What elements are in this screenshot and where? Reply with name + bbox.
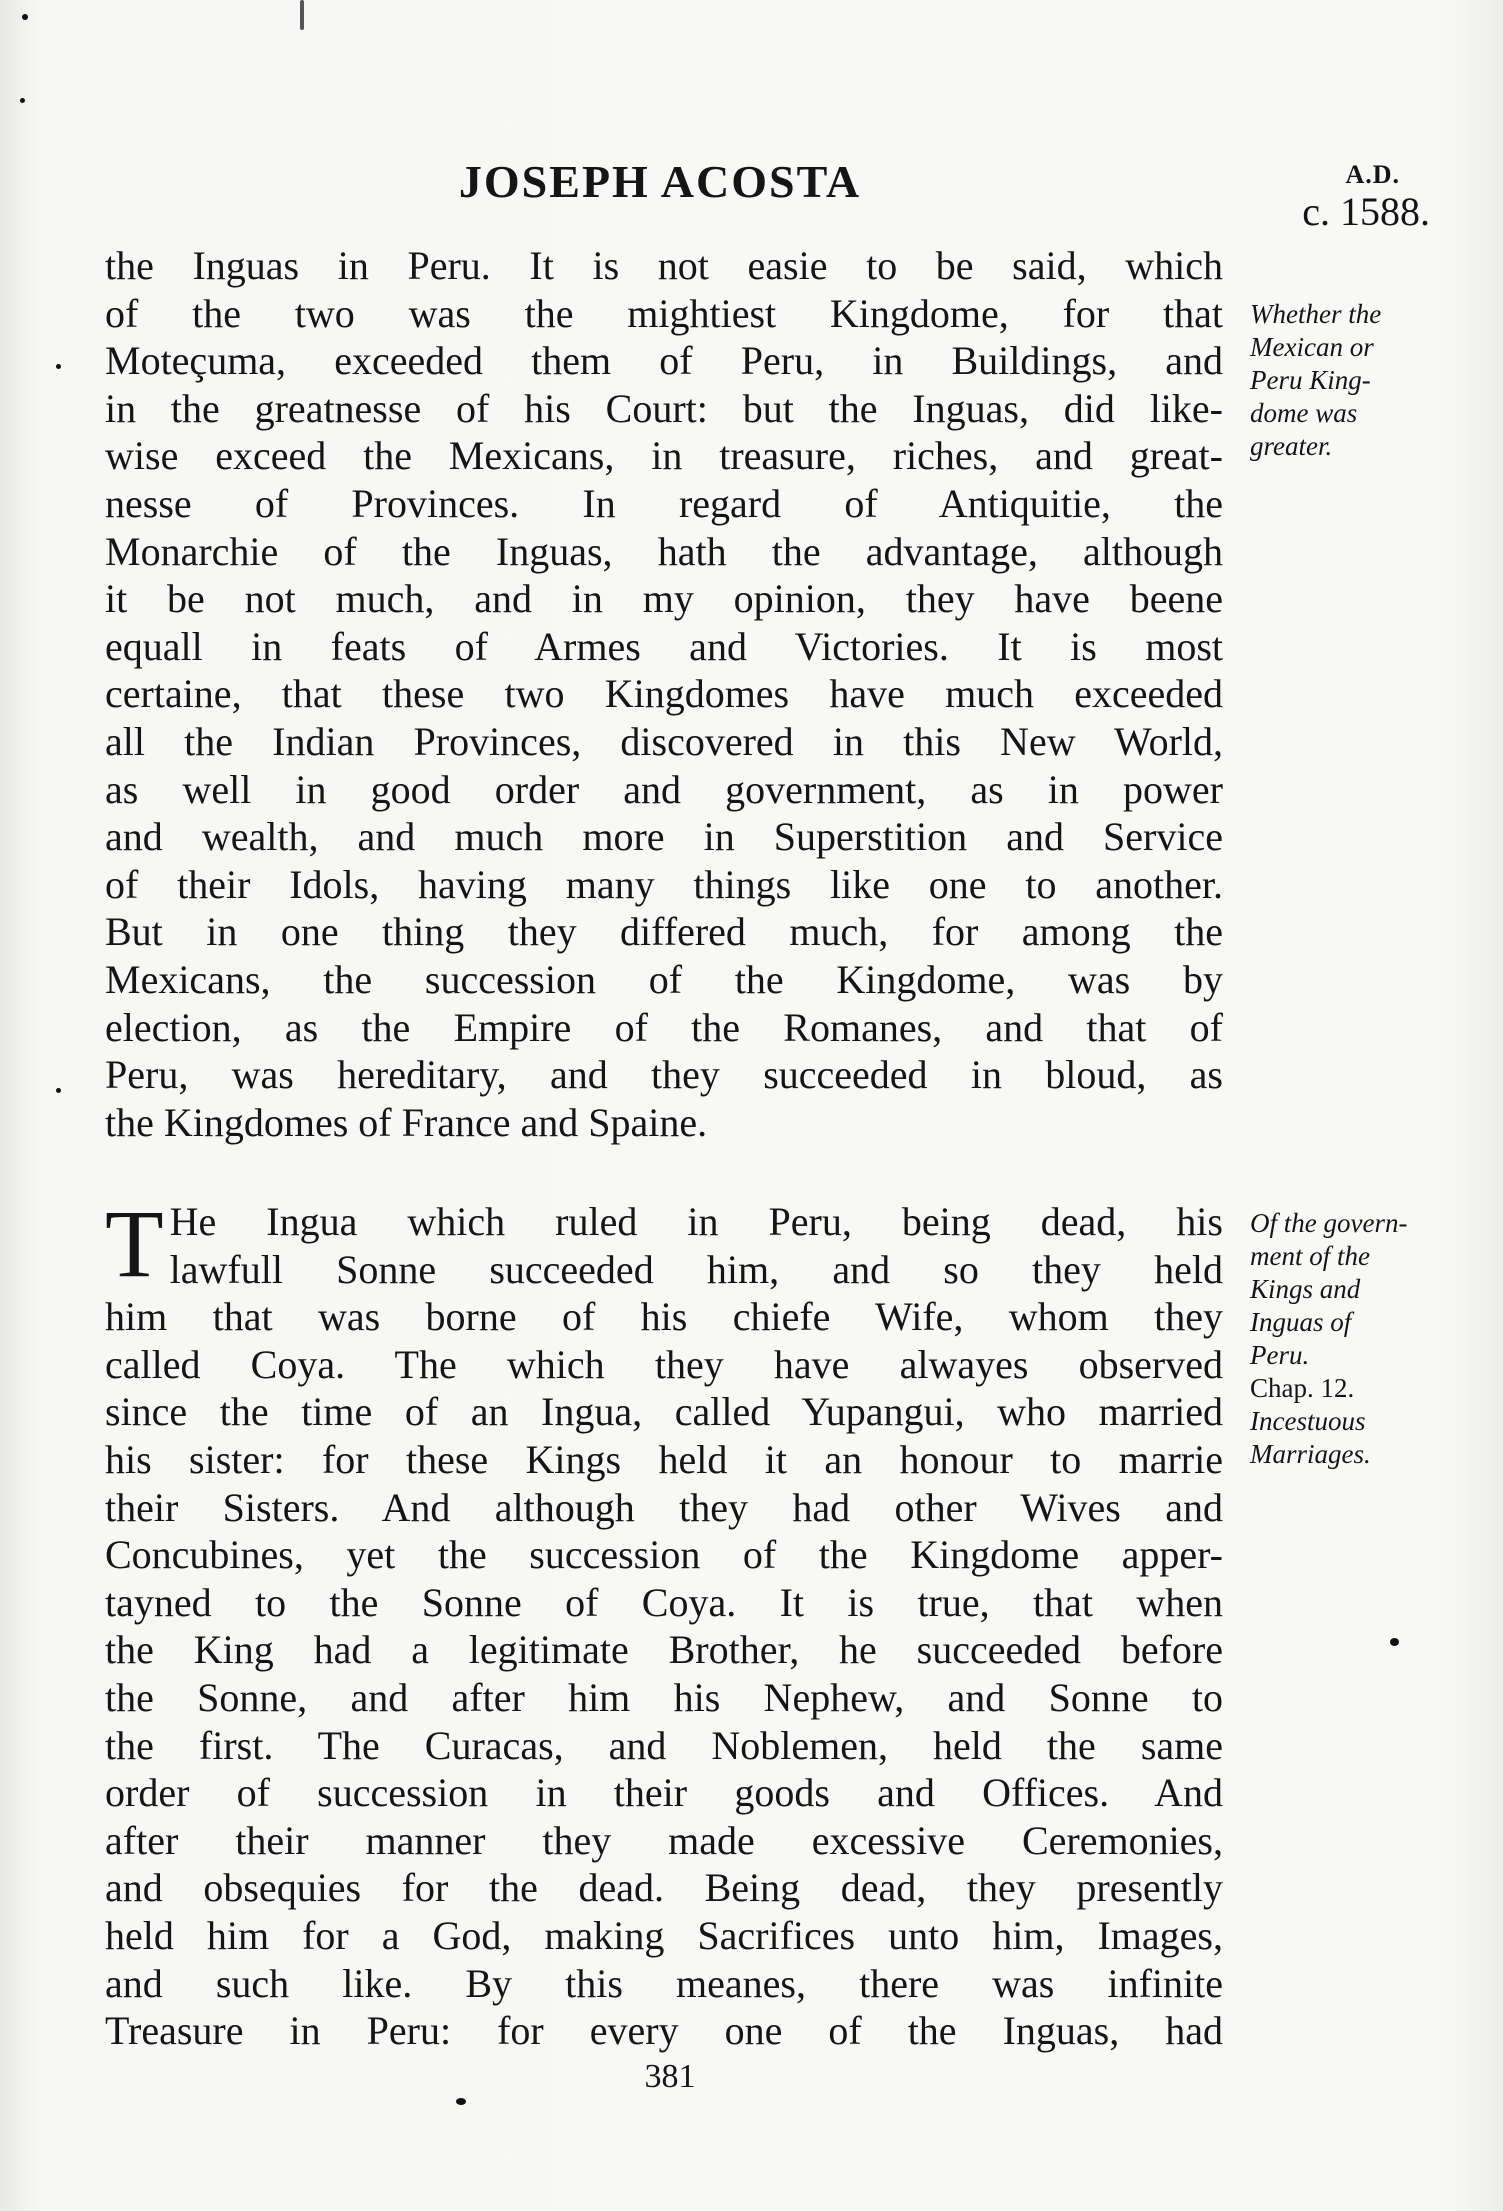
text-line: and such like. By this meanes, there was infinite (105, 1960, 1223, 2006)
margin-note-line: Mexican or (1250, 332, 1374, 362)
text-line: order of succession in their goods and Offices. And (105, 1770, 1223, 1816)
text-line: since the time of an Ingua, called Yupangui, who married (105, 1389, 1223, 1435)
text-line: Treasure in Peru: for every one of the Inguas, had (105, 2008, 1223, 2054)
margin-note-whether (1250, 298, 1440, 463)
chapter-marker: Chap. 12. (1250, 1373, 1355, 1403)
running-title: JOSEPH ACOSTA (458, 156, 862, 207)
text-line: him that was borne of his chiefe Wife, whom they (105, 1294, 1223, 1340)
text-line: held him for a God, making Sacrifices unto him, Images, (105, 1912, 1223, 1958)
margin-note-line: Inguas of (1250, 1307, 1352, 1337)
text-line: their Sisters. And although they had other Wives and (105, 1484, 1223, 1530)
date-block (1260, 160, 1430, 234)
margin-note-line: Of the govern- (1250, 1208, 1408, 1238)
scan-speck (456, 2098, 466, 2105)
margin-note-line: Whether the (1250, 299, 1382, 329)
text-line: Concubines, yet the succession of the Kingdome apper- (105, 1532, 1223, 1578)
text-line: But in one thing they differed much, for among the (105, 909, 1223, 955)
text-line: He Ingua which ruled in Peru, being dead, his (169, 1199, 1223, 1244)
margin-note-line: Marriages. (1250, 1439, 1371, 1469)
text-line: Monarchie of the Inguas, hath the advantage, although (105, 528, 1223, 574)
margin-note-line: greater. (1250, 431, 1333, 461)
text-line: tayned to the Sonne of Coya. It is true, that when (105, 1579, 1223, 1625)
text-line: called Coya. The which they have alwayes observed (105, 1341, 1223, 1387)
scan-speck (22, 14, 28, 20)
margin-note-line: Incestuous (1250, 1406, 1366, 1436)
text-line: nesse of Provinces. In regard of Antiquitie, the (105, 480, 1223, 526)
margin-note-government (1250, 1207, 1440, 1471)
text-line: Peru, was hereditary, and they succeeded in bloud, as (105, 1052, 1223, 1098)
margin-note-line: Kings and (1250, 1274, 1361, 1304)
text-line: Mexicans, the succession of the Kingdome, was by (105, 956, 1223, 1002)
text-line: it be not much, and in my opinion, they have beene (105, 576, 1223, 622)
text-line: all the Indian Provinces, discovered in this New World, (105, 718, 1223, 764)
text-line: and wealth, and much more in Superstition and Service (105, 814, 1223, 860)
text-line: the Sonne, and after him his Nephew, and Sonne to (105, 1674, 1223, 1720)
text-line: after their manner they made excessive Ceremonies, (105, 1817, 1223, 1863)
drop-cap: T (105, 1190, 164, 1297)
paragraph-1 (105, 242, 1223, 1146)
text-line: certaine, that these two Kingdomes have much exceeded (105, 671, 1223, 717)
margin-note-line: ment of the (1250, 1241, 1370, 1271)
text-line: the Kingdomes of France and Spaine. (105, 1099, 708, 1145)
scan-speck (56, 1088, 61, 1093)
date-year: c. 1588. (1302, 189, 1430, 234)
text-line: wise exceed the Mexicans, in treasure, riches, and great- (105, 433, 1223, 479)
text-line: in the greatnesse of his Court: but the Inguas, did like- (105, 385, 1223, 431)
text-line: of their Idols, having many things like one to another. (105, 861, 1223, 907)
margin-note-line: Peru King- (1250, 365, 1371, 395)
text-line: as well in good order and government, as in power (105, 766, 1223, 812)
scan-speck (300, 0, 304, 30)
scan-speck (56, 364, 61, 369)
text-line: election, as the Empire of the Romanes, and that of (105, 1004, 1223, 1050)
text-line: and obsequies for the dead. Being dead, they presently (105, 1865, 1223, 1911)
margin-note-line: Peru. (1250, 1340, 1310, 1370)
margin-note-line: dome was (1250, 398, 1358, 428)
text-line: Moteçuma, exceeded them of Peru, in Buildings, and (105, 338, 1223, 384)
paragraph-2 (105, 1190, 1223, 2055)
scan-speck (1390, 1638, 1399, 1646)
text-line: his sister: for these Kings held it an honour to marrie (105, 1436, 1223, 1482)
date-ad: A.D. (1345, 160, 1400, 189)
text-line: the first. The Curacas, and Noblemen, held the same (105, 1722, 1223, 1768)
text-line: of the two was the mightiest Kingdome, for that (105, 290, 1223, 336)
text-line: the Inguas in Peru. It is not easie to be said, which (105, 243, 1223, 288)
text-line: the King had a legitimate Brother, he succeeded before (105, 1627, 1223, 1673)
page-number: 381 (644, 2058, 696, 2095)
text-line: equall in feats of Armes and Victories. It is most (105, 623, 1223, 669)
scan-speck (20, 98, 25, 103)
text-line: lawfull Sonne succeeded him, and so they held (169, 1246, 1223, 1292)
